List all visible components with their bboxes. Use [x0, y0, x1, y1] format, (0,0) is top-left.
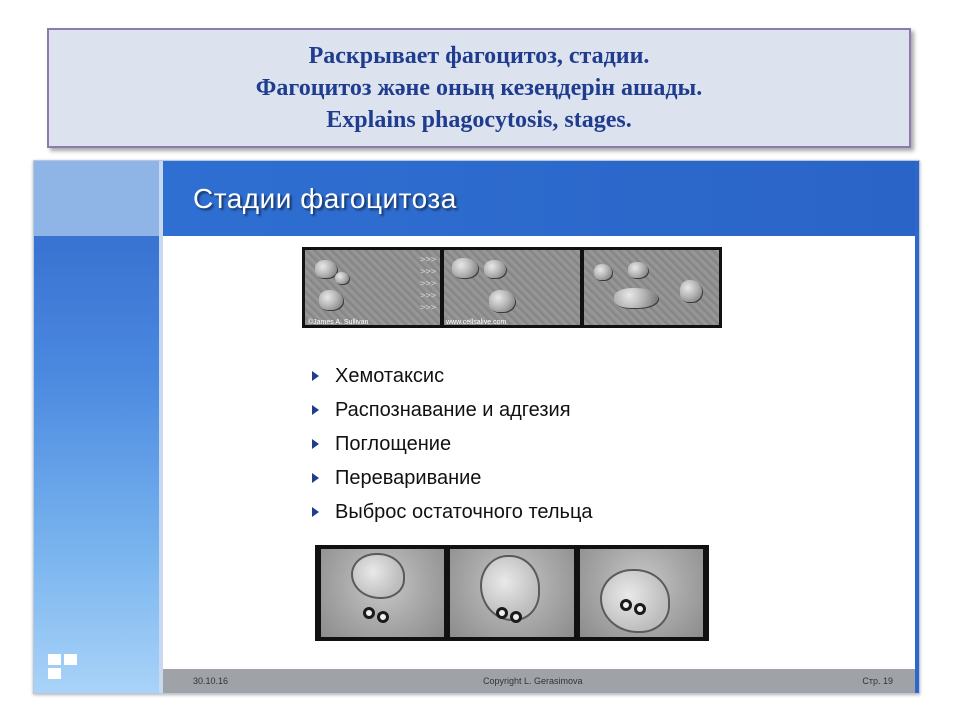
micrograph-caption-left: ©James A. Sullivan	[308, 319, 369, 326]
list-item: Выброс остаточного тельца	[312, 495, 593, 529]
footer-copyright: Copyright L. Gerasimova	[483, 676, 583, 686]
cell-blob	[680, 280, 702, 302]
phagocyte-cell	[480, 555, 540, 621]
right-triangle-icon	[312, 473, 319, 483]
particle-bead	[510, 611, 522, 623]
footer-date: 30.10.16	[193, 676, 229, 686]
list-item: Хемотаксис	[312, 359, 593, 393]
slide-left-top-block	[34, 161, 159, 236]
objective-line-ru: Раскрывает фагоцитоз, стадии.	[308, 43, 650, 69]
cell-blob	[484, 260, 506, 278]
micrograph-caption-right: www.cellsalive.com	[446, 319, 507, 326]
cell-blob	[614, 288, 658, 308]
cell-blob	[489, 290, 515, 312]
objective-line-kz: Фагоцитоз және оның кезеңдерін ашады.	[255, 75, 703, 101]
embedded-slide	[33, 160, 920, 694]
slide-left-panel	[34, 161, 159, 693]
engulfment-micrograph-strip	[315, 545, 709, 641]
chemotaxis-micrograph-strip	[302, 247, 722, 328]
slide-left-divider	[159, 161, 163, 693]
particle-bead	[377, 611, 389, 623]
objective-title-box	[47, 28, 911, 148]
slide-footer	[163, 669, 915, 693]
cell-blob	[594, 264, 612, 280]
right-triangle-icon	[312, 405, 319, 415]
engulfment-frame-2	[450, 549, 573, 637]
list-item: Поглощение	[312, 427, 593, 461]
particle-bead	[620, 599, 632, 611]
cell-blob	[452, 258, 478, 278]
phagocyte-cell	[351, 553, 405, 599]
cell-blob	[319, 290, 343, 310]
particle-bead	[634, 603, 646, 615]
cell-blob	[315, 260, 337, 278]
slide-right-edge	[915, 161, 919, 693]
list-item: Переваривание	[312, 461, 593, 495]
right-triangle-icon	[312, 507, 319, 517]
slide-title: Стадии фагоцитоза	[193, 183, 457, 214]
engulfment-frame-1	[321, 549, 444, 637]
arrow-markers: >>> >>> >>> >>> >>>	[420, 255, 437, 313]
footer-page-number: Стр. 19	[862, 676, 893, 686]
phagocyte-cell	[600, 569, 670, 633]
cell-blob	[335, 272, 349, 284]
right-triangle-icon	[312, 371, 319, 381]
micrograph-frame-2	[444, 250, 579, 325]
list-item: Распознавание и адгезия	[312, 393, 593, 427]
right-triangle-icon	[312, 439, 319, 449]
objective-line-en: Explains phagocytosis, stages.	[326, 107, 632, 133]
particle-bead	[363, 607, 375, 619]
engulfment-frame-3	[580, 549, 703, 637]
micrograph-frame-1	[305, 250, 440, 325]
stages-list	[312, 359, 593, 529]
micrograph-frame-3	[584, 250, 719, 325]
cell-blob	[628, 262, 648, 278]
